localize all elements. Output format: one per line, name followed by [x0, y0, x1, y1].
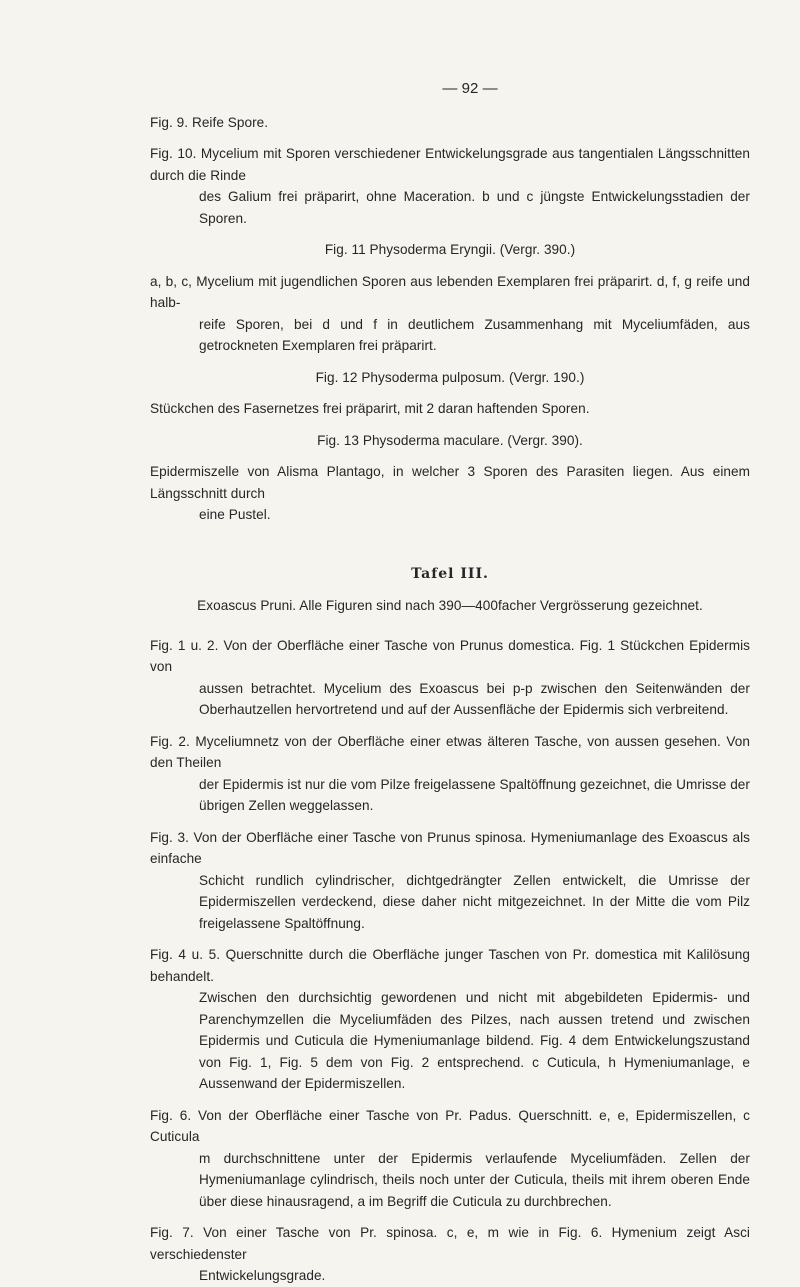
fig11-first-line: a, b, c, Mycelium mit jugendlichen Sporen aus lebenden Exemplaren frei präparirt. d, f, g reife und halb- [150, 273, 750, 310]
fig11-heading: Fig. 11 Physoderma Eryngii. (Vergr. 390.) [324, 242, 576, 257]
tafel-title: Tafel III. [411, 565, 489, 582]
fig13-heading: Fig. 13 Physoderma maculare. (Vergr. 390). [317, 432, 583, 448]
fig10-first-line: Fig. 10. Mycelium mit Sporen verschiedener Entwickelungsgrade aus tangentialen Längsschnitten durch die Rinde [150, 146, 750, 183]
entry-first-line: Fig. 6. Von der Oberfläche einer Tasche von Pr. Padus. Querschnitt. e, e, Epidermiszellen, c Cuticula [150, 1107, 750, 1144]
entry-continuation: m durchschnittene unter der Epidermis verlaufende Myceliumfäden. Zellen der Hymeniumanlage cylindrisch, theils noch unter der Cuticula, theils mit ihrem oberen Ende über diese hinausragend, a im Begriff die Cuticula zu durchbrechen. [199, 1150, 750, 1209]
entry-first-line: Fig. 1 u. 2. Von der Oberfläche einer Tasche von Prunus domestica. Fig. 1 Stückchen Epidermis von [150, 637, 750, 674]
fig10-continuation: des Galium frei präparirt, ohne Maceration. b und c jüngste Entwickelungsstadien der Sporen. [199, 189, 750, 226]
fig12-heading: Fig. 12 Physoderma pulposum. (Vergr. 190.) [315, 369, 585, 385]
entry-first-line: Fig. 3. Von der Oberfläche einer Tasche von Prunus spinosa. Hymeniumanlage des Exoascus als einfache [150, 829, 750, 866]
fig12-caption [150, 398, 750, 420]
entry-first-line: Fig. 2. Myceliumnetz von der Oberfläche einer etwas älteren Tasche, von aussen gesehen. Von den Theilen [150, 733, 750, 770]
fig13-first-line: Epidermiszelle von Alisma Plantago, in welcher 3 Sporen des Parasiten liegen. Aus einem Längsschnitt durch [150, 464, 750, 501]
entry-continuation: Entwickelungsgrade. [199, 1268, 326, 1283]
fig13-caption [150, 461, 750, 526]
fig10-caption [150, 143, 750, 229]
fig12-text: Stückchen des Fasernetzes frei präparirt, mit 2 daran haftenden Sporen. [150, 401, 590, 416]
entry-first-line: Fig. 4 u. 5. Querschnitte durch die Oberfläche junger Taschen von Pr. domestica mit Kalilösung behandelt. [150, 947, 750, 984]
entry-first-line: Fig. 7. Von einer Tasche von Pr. spinosa. c, e, m wie in Fig. 6. Hymenium zeigt Asci verschiedenster [150, 1225, 750, 1262]
plate-entry [150, 827, 750, 935]
fig9-caption [150, 112, 750, 134]
tafel-subtitle: Exoascus Pruni. Alle Figuren sind nach 390—400facher Vergrösserung gezeichnet. [197, 598, 703, 613]
plate-entry [150, 731, 750, 817]
plate-entry [150, 635, 750, 721]
plate-entry [150, 944, 750, 1095]
plate-entry [150, 1105, 750, 1213]
fig11-caption [150, 271, 750, 357]
entry-continuation: Zwischen den durchsichtig gewordenen und nicht mit abgebildeten Epidermis- und Parenchymzellen die Myceliumfäden des Pilzes, nach aussen tretend und zwischen Epidermis und Cuticula die Hymeniumanlage bildend. Fig. 4 dem Entwickelungszustand von Fig. 1, Fig. 5 dem von Fig. 2 entsprechend. c Cuticula, h Hymeniumanlage, e Aussenwand der Epidermiszellen. [199, 990, 750, 1091]
plate-entry [150, 1222, 750, 1287]
fig11-continuation: reife Sporen, bei d und f in deutlichem Zusammenhang mit Myceliumfäden, aus getrockneten Exemplaren frei präparirt. [199, 316, 750, 353]
entry-continuation: Schicht rundlich cylindrischer, dichtgedrängter Zellen entwickelt, die Umrisse der Epidermiszellen verdeckend, diese daher nicht mitgezeichnet. In der Mitte die vom Pilz freigelassene Spaltöffnung. [199, 872, 750, 931]
page-number: — 92 — [442, 80, 498, 97]
entry-continuation: aussen betrachtet. Mycelium des Exoascus bei p-p zwischen den Seitenwänden der Oberhautzellen hervortretend und auf der Aussenfläche der Epidermis sich verbreitend. [199, 680, 750, 717]
fig9-text: Fig. 9. Reife Spore. [150, 114, 269, 130]
fig13-continuation: eine Pustel. [199, 507, 271, 522]
entry-continuation: der Epidermis ist nur die vom Pilze freigelassene Spaltöffnung gezeichnet, die Umrisse der übrigen Zellen weggelassen. [199, 776, 750, 813]
